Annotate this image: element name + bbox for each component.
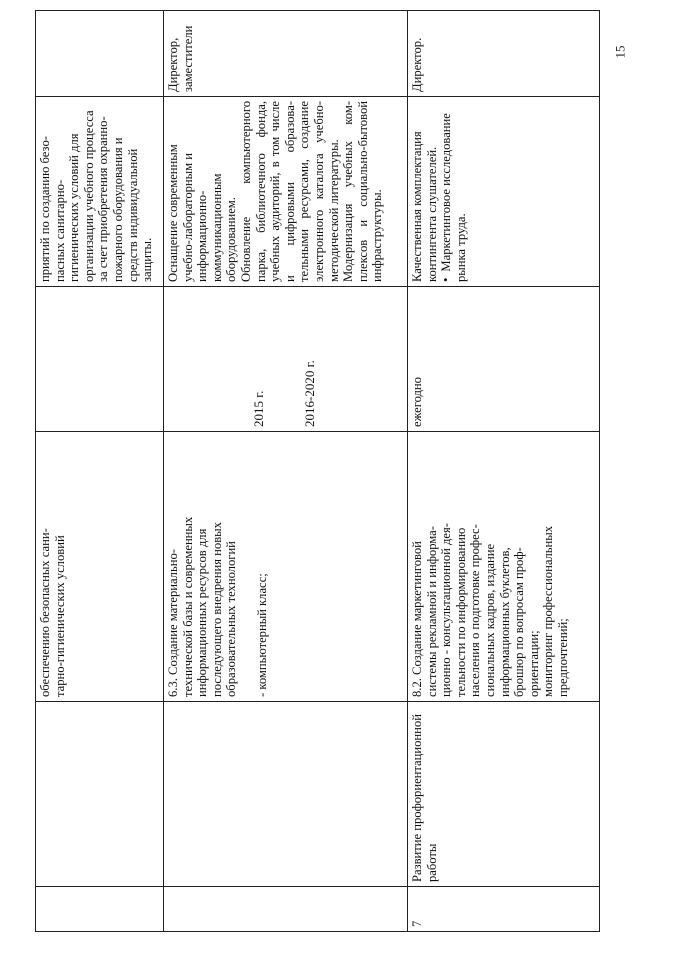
measure-line: информационных ресурсов для bbox=[195, 528, 210, 697]
result-line: пасных санитарно- bbox=[52, 179, 67, 282]
result-line: учебных аудиторий, в том числе bbox=[268, 101, 283, 282]
measure-line: образовательных технологий bbox=[224, 541, 239, 697]
cell-term bbox=[36, 287, 164, 432]
result-line: парка, библиотечного фонда, bbox=[253, 101, 268, 282]
result-line: инфраструктуры. bbox=[370, 189, 385, 282]
result-line: Оснащение современным bbox=[166, 144, 180, 282]
cell-direction bbox=[408, 702, 600, 887]
result-line: средств индивидуальной bbox=[125, 148, 140, 282]
result-line: защиты. bbox=[140, 237, 155, 282]
cell-number bbox=[164, 887, 408, 932]
result-line: информационно- bbox=[195, 190, 210, 282]
result-line: оборудованием. bbox=[224, 197, 239, 282]
cell-responsible bbox=[164, 11, 408, 97]
cell-result bbox=[164, 97, 408, 287]
table-row bbox=[164, 11, 408, 932]
result-line: коммуникационным bbox=[209, 173, 224, 282]
measure-line: брошюр по вопросам проф- bbox=[512, 547, 527, 697]
responsible-line: Директор. bbox=[410, 37, 424, 92]
result-line: учебно-лабораторным и bbox=[180, 153, 195, 282]
measure-line: населения о подготовке профес- bbox=[468, 524, 483, 697]
cell-term: ежегодно bbox=[408, 287, 600, 432]
cell-measure bbox=[408, 432, 600, 702]
cell-result bbox=[36, 97, 164, 287]
measure-line: системы рекламной и информа- bbox=[424, 526, 439, 697]
measure-line: тельности по информированию bbox=[453, 527, 468, 697]
measure-line: 6.3. Создание материально- bbox=[166, 549, 180, 697]
page-number: 15 bbox=[612, 45, 628, 59]
measure-line: ориентации; bbox=[526, 630, 541, 697]
measure-line: последующего внедрения новых bbox=[209, 522, 224, 697]
cell-direction bbox=[36, 702, 164, 887]
rotated-table-container bbox=[35, 11, 599, 932]
result-line: плексов и социально-бытовой bbox=[355, 101, 370, 282]
direction-line: Развитие профориентационной bbox=[410, 714, 424, 882]
cell-measure bbox=[36, 432, 164, 702]
result-bullet-item: • Маркетинговое исследование рынка труда. bbox=[439, 113, 468, 282]
cell-responsible bbox=[408, 11, 600, 97]
measure-line: технической базы и современных bbox=[180, 516, 195, 697]
spacer bbox=[239, 436, 255, 697]
measure-line: ционно - консультационной дея- bbox=[439, 523, 454, 697]
measure-line: предпочтений; bbox=[555, 618, 570, 697]
result-line: и цифровыми образова- bbox=[282, 101, 297, 282]
result-line: Модернизация учебных ком- bbox=[341, 101, 356, 282]
result-line: гигиенических условий для bbox=[67, 133, 82, 282]
measure-line: 8.2. Создание маркетинговой bbox=[410, 541, 424, 697]
measure-line: сиональных кадров, издание bbox=[482, 543, 497, 697]
cell-responsible bbox=[36, 11, 164, 97]
plan-table bbox=[35, 10, 600, 932]
cell-direction bbox=[164, 702, 408, 887]
result-line: организации учебного процесса bbox=[81, 110, 96, 282]
responsible-line: Директор, bbox=[166, 37, 180, 92]
responsible-line: заместители bbox=[180, 25, 195, 92]
term-year: 2016-2020 г. bbox=[301, 360, 317, 427]
cell-result bbox=[408, 97, 600, 287]
result-line: электронного каталога учебно- bbox=[311, 101, 326, 282]
cell-number: 7 bbox=[408, 887, 600, 932]
result-line: за счет приобретения охранно- bbox=[96, 116, 111, 282]
cell-term bbox=[164, 287, 408, 432]
table-row bbox=[408, 11, 600, 932]
result-line: приятий по созданию безо- bbox=[38, 136, 52, 282]
measure-line: обеспечению безопасных сани- bbox=[38, 528, 52, 697]
result-line: Обновление компьютерного bbox=[238, 101, 253, 282]
cell-number bbox=[36, 887, 164, 932]
table-row bbox=[36, 11, 164, 932]
measure-line: информационных буклетов, bbox=[497, 547, 512, 697]
measure-line: мониторинг профессиональных bbox=[541, 525, 556, 697]
measure-line: тарно-гигиенических условий bbox=[52, 535, 67, 697]
term-year: 2015 г. bbox=[251, 390, 266, 427]
result-line: тельными ресурсами, создание bbox=[297, 101, 312, 282]
measure-item: - компьютерный класс; bbox=[254, 573, 269, 697]
cell-measure bbox=[164, 432, 408, 702]
direction-line: работы bbox=[424, 843, 439, 882]
result-line: пожарного оборудования и bbox=[110, 137, 125, 282]
result-line: контингента слушателей. bbox=[424, 146, 439, 282]
result-line: методической литературы. bbox=[326, 139, 341, 282]
result-line: Качественная комплектация bbox=[410, 131, 424, 282]
